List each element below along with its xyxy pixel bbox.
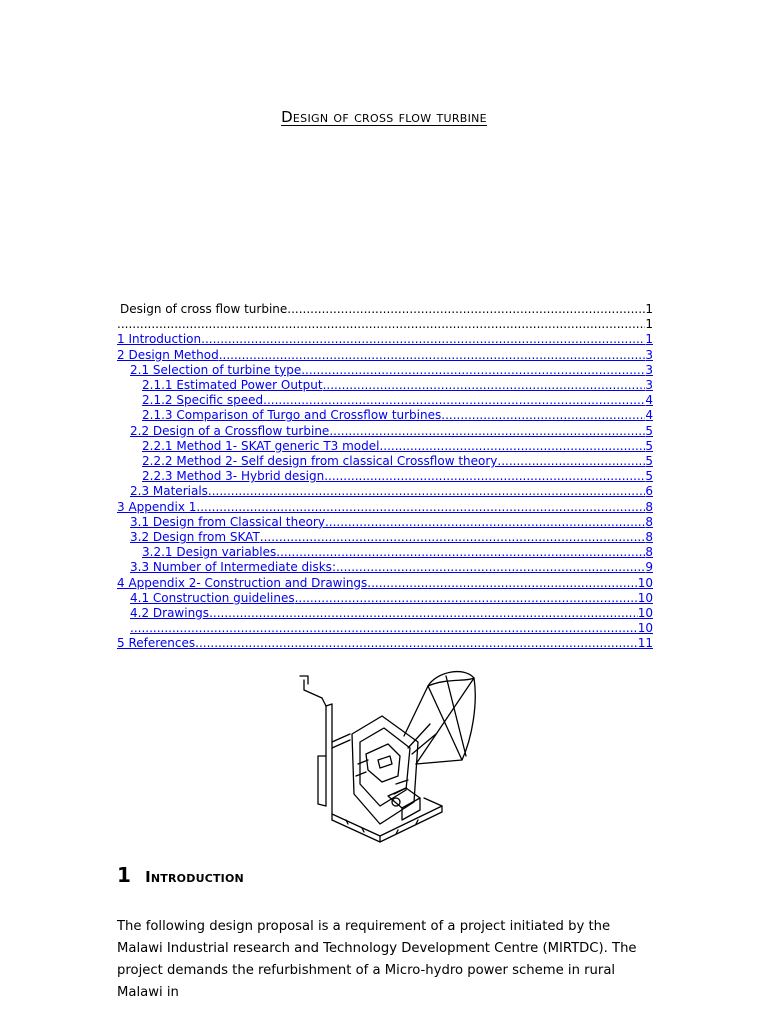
toc-entry-title: 3.1 Design from Classical theory	[130, 514, 325, 529]
toc-entry[interactable]	[117, 500, 653, 515]
toc-entry-title: 5 References	[117, 636, 196, 651]
toc-entry	[117, 317, 653, 332]
toc-page-number: 4	[645, 408, 653, 423]
toc-page-number: 8	[645, 545, 653, 560]
toc-entry[interactable]	[117, 348, 653, 363]
toc-entry-title: 2.3 Materials	[130, 484, 208, 499]
toc-entry[interactable]	[117, 378, 653, 393]
toc-entry[interactable]	[117, 393, 653, 408]
toc-leader-dots	[196, 500, 645, 515]
toc-entry	[117, 302, 653, 317]
toc-page-number: 8	[645, 530, 653, 545]
toc-page-number: 10	[637, 575, 653, 590]
toc-leader-dots	[219, 348, 646, 363]
toc-entry-title: 4 Appendix 2- Construction and Drawings	[117, 575, 368, 590]
toc-leader-dots	[117, 317, 645, 332]
toc-entry[interactable]	[117, 545, 653, 560]
toc-leader-dots	[260, 530, 646, 545]
toc-entry[interactable]	[117, 332, 653, 347]
toc-entry-title: 2.2.1 Method 1- SKAT generic T3 model	[142, 438, 380, 453]
toc-leader-dots	[325, 515, 645, 530]
toc-entry-title: 2.2.2 Method 2- Self design from classical Crossflow theory	[142, 454, 498, 469]
toc-leader-dots	[497, 454, 645, 469]
toc-leader-dots	[336, 560, 645, 575]
toc-leader-dots	[201, 332, 645, 347]
toc-entry[interactable]	[117, 424, 653, 439]
toc-page-number: 10	[637, 606, 653, 621]
toc-leader-dots	[323, 378, 646, 393]
toc-page-number: 4	[645, 393, 653, 408]
toc-leader-dots	[209, 606, 638, 621]
table-of-contents	[117, 302, 653, 652]
toc-leader-dots	[195, 636, 638, 651]
toc-page-number: 1	[645, 317, 653, 332]
toc-entry[interactable]	[117, 560, 653, 575]
toc-page-number: 9	[645, 560, 653, 575]
toc-page-number: 5	[645, 469, 653, 484]
toc-entry[interactable]	[117, 591, 653, 606]
toc-page-number: 8	[645, 514, 653, 529]
section-heading	[117, 863, 244, 887]
toc-entry[interactable]	[117, 469, 653, 484]
toc-entry[interactable]	[117, 621, 653, 636]
toc-entry[interactable]	[117, 530, 653, 545]
toc-entry-title: 2.1.2 Specific speed	[142, 393, 264, 408]
toc-leader-dots	[287, 302, 645, 317]
toc-entry-title: 3.2.1 Design variables	[142, 545, 277, 560]
toc-page-number: 3	[645, 378, 653, 393]
toc-page-number: 1	[645, 332, 653, 347]
toc-leader-dots	[441, 408, 645, 423]
section-title: Introduction	[145, 868, 244, 886]
toc-entry[interactable]	[117, 636, 653, 651]
toc-page-number: 6	[645, 484, 653, 499]
toc-leader-dots	[295, 591, 638, 606]
toc-entry-title: 4.2 Drawings	[130, 606, 210, 621]
toc-entry[interactable]	[117, 363, 653, 378]
toc-leader-dots	[301, 363, 645, 378]
crossflow-turbine-drawing	[296, 664, 480, 844]
toc-entry-title: 2.1.1 Estimated Power Output	[142, 378, 323, 393]
toc-entry-title: 3 Appendix 1	[117, 499, 197, 514]
toc-entry[interactable]	[117, 515, 653, 530]
toc-entry-title: 2 Design Method	[117, 347, 219, 362]
toc-leader-dots	[367, 576, 637, 591]
toc-leader-dots	[324, 469, 645, 484]
toc-entry[interactable]	[117, 454, 653, 469]
toc-page-number: 3	[645, 362, 653, 377]
toc-leader-dots	[379, 439, 645, 454]
toc-entry-title: 1 Introduction	[117, 332, 202, 347]
toc-entry-title: 3.3 Number of Intermediate disks:	[130, 560, 336, 575]
toc-entry-title: 2.2 Design of a Crossflow turbine	[130, 423, 330, 438]
toc-page-number: 3	[645, 347, 653, 362]
toc-page-number: 5	[645, 438, 653, 453]
toc-page-number: 5	[645, 423, 653, 438]
toc-entry-title: 2.1 Selection of turbine type	[130, 362, 302, 377]
section-number: 1	[117, 863, 132, 887]
toc-entry-title: 2.1.3 Comparison of Turgo and Crossflow turbines	[142, 408, 442, 423]
toc-entry[interactable]	[117, 484, 653, 499]
toc-page-number: 1	[645, 302, 653, 316]
document-title: Design of cross flow turbine	[281, 108, 487, 126]
toc-page-number: 11	[637, 636, 653, 651]
toc-leader-dots	[208, 484, 645, 499]
toc-page-number: 10	[637, 590, 653, 605]
toc-leader-dots	[276, 545, 645, 560]
toc-leader-dots	[263, 393, 645, 408]
toc-page-number: 10	[637, 621, 653, 636]
toc-entry[interactable]	[117, 576, 653, 591]
toc-entry-title: Design of cross flow turbine	[120, 302, 288, 316]
toc-entry-title: 2.2.3 Method 3- Hybrid design	[142, 469, 325, 484]
toc-leader-dots	[329, 424, 645, 439]
toc-entry[interactable]	[117, 439, 653, 454]
introduction-paragraph: The following design proposal is a requirement of a project initiated by the Malawi Industrial research and Technology Development Centre (MIRTDC). The project demands the refurbishment of a Micro-hydro power scheme in rural Malawi in	[117, 919, 637, 1001]
toc-entry[interactable]	[117, 408, 653, 423]
toc-page-number: 8	[645, 499, 653, 514]
toc-entry-title: 4.1 Construction guidelines	[130, 590, 295, 605]
toc-leader-dots	[130, 621, 638, 636]
toc-entry[interactable]	[117, 606, 653, 621]
toc-page-number: 5	[645, 454, 653, 469]
toc-entry-title: 3.2 Design from SKAT	[130, 530, 260, 545]
